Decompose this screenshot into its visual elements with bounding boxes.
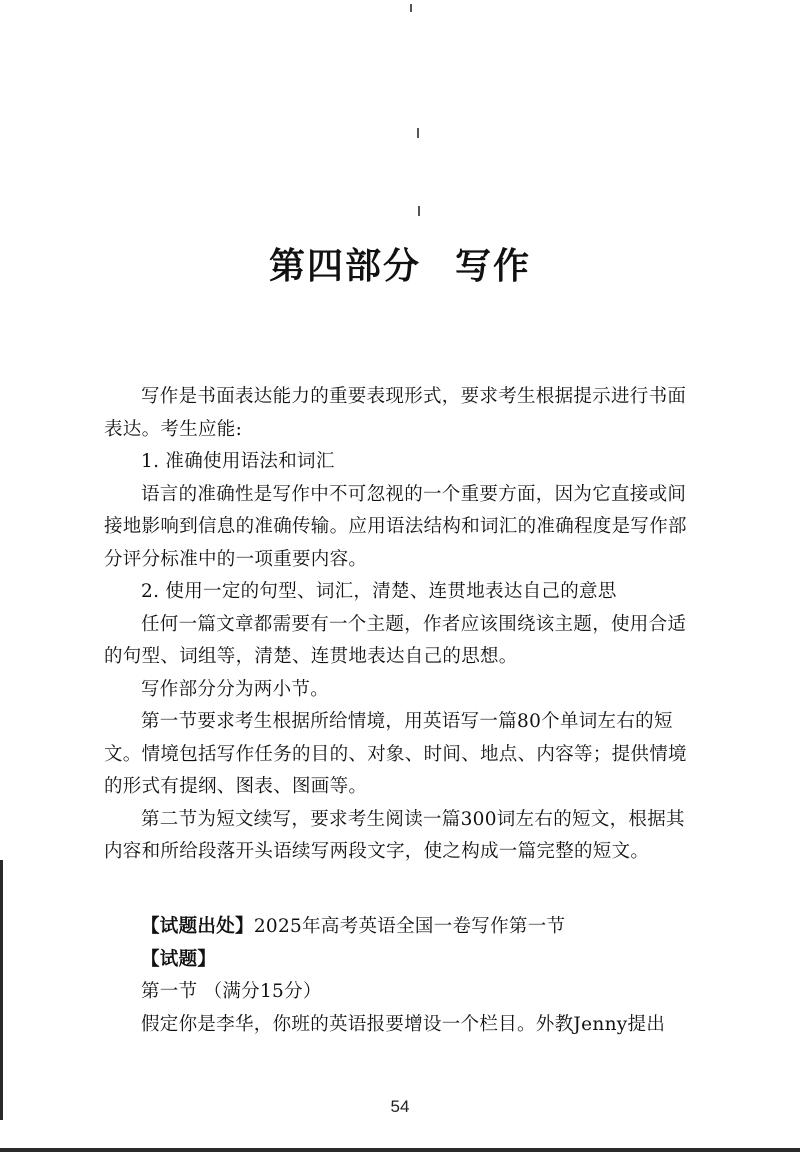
scan-edge-bottom (0, 1148, 800, 1152)
question-label-line (104, 944, 694, 977)
section-title-part: 第四部分 (268, 246, 421, 287)
question-section-line: 第一节 （满分15分） (141, 981, 322, 1002)
question-label: 【试题】 (141, 948, 217, 970)
question-block (104, 911, 694, 1041)
question-source-line (104, 911, 694, 944)
section-title-subject: 写作 (455, 246, 532, 287)
intro-heading-1: 1. 准确使用语法和词汇 (141, 451, 335, 472)
scan-speck (417, 128, 419, 138)
scan-edge-left (0, 860, 3, 1120)
intro-heading-2: 2. 使用一定的句型、词汇，清楚、连贯地表达自己的意思 (141, 581, 617, 602)
question-source-label: 【试题出处】 (141, 916, 254, 937)
question-source-text: 2025年高考英语全国一卷写作第一节 (253, 916, 566, 937)
intro-paragraph: 写作部分分为两小节。 (141, 678, 330, 700)
intro-paragraph: 写作是书面表达能力的重要表现形式，要求考生根据提示进行书面表达。考生应能: (104, 386, 687, 440)
intro-paragraph: 任何一篇文章都需要有一个主题，作者应该围绕该主题，使用合适的句型、词组等，清楚、连贯地表达自己的思想。 (104, 613, 687, 667)
page-number: 54 (390, 1097, 410, 1116)
scan-speck (410, 4, 412, 12)
section-title (0, 238, 800, 289)
intro-paragraph: 语言的准确性是写作中不可忽视的一个重要方面，因为它直接或间接地影响到信息的准确传输。应用语法结构和词汇的准确程度是写作部分评分标准中的一项重要内容。 (104, 483, 687, 570)
question-prompt: 假定你是李华，你班的英语报要增设一个栏目。外教Jenny提出 (141, 1013, 666, 1035)
intro-paragraph: 第一节要求考生根据所给情境，用英语写一篇80个单词左右的短文。情境包括写作任务的目的、对象、时间、地点、内容等；提供情境的形式有提纲、图表、图画等。 (104, 711, 687, 797)
scan-speck (418, 206, 420, 216)
intro-paragraph: 第二节为短文续写，要求考生阅读一篇300词左右的短文，根据其内容和所给段落开头语续写两段文字，使之构成一篇完整的短文。 (104, 808, 685, 862)
intro-text (104, 381, 694, 869)
